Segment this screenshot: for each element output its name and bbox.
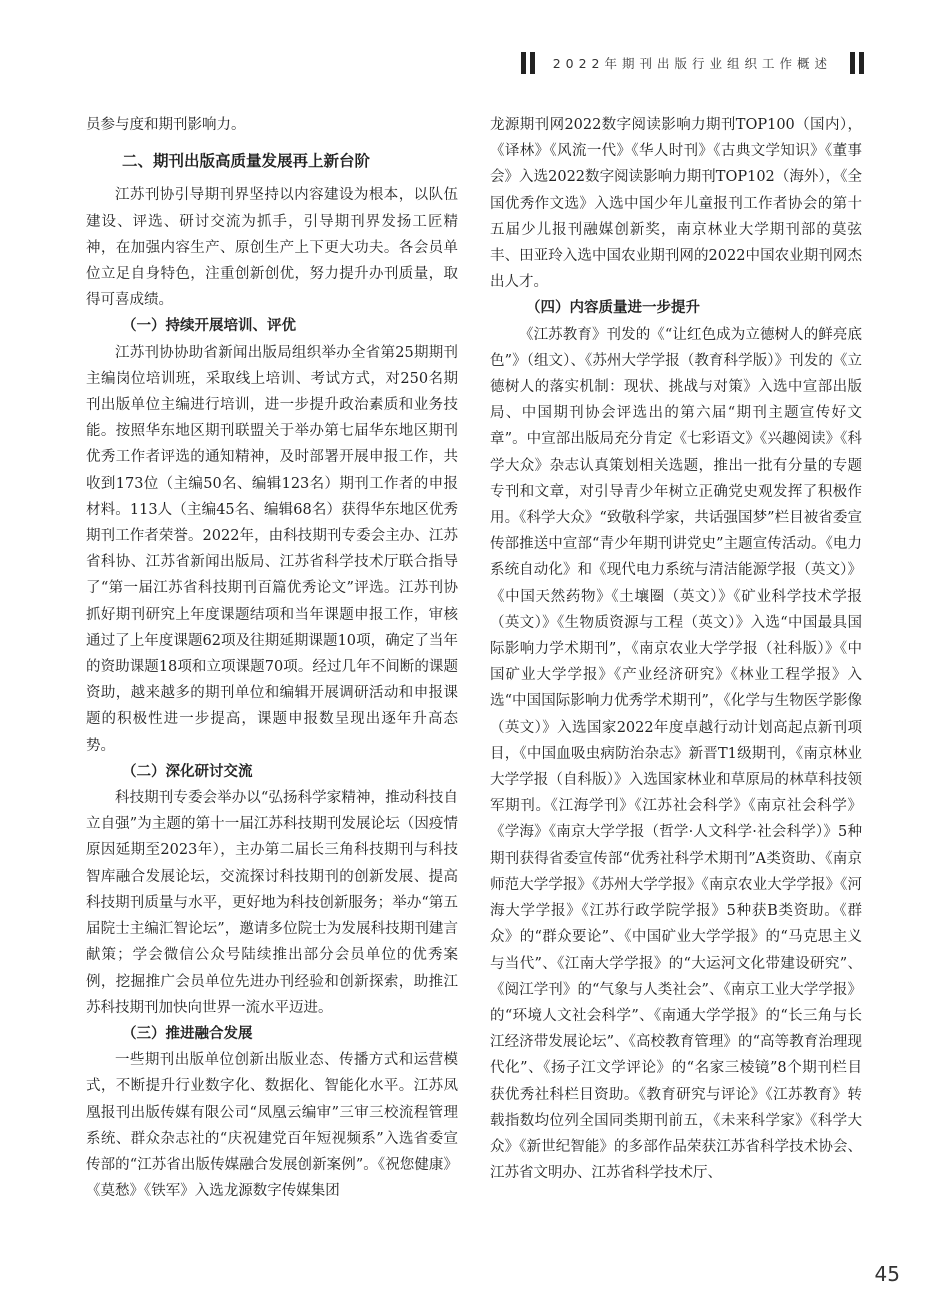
subsection-heading: （一）持续开展培训、评优 (122, 318, 296, 335)
left-column (86, 112, 458, 1204)
continued-text: 龙源期刊网2022数字阅读影响力期刊TOP100（国内），《译林》《风流一代》《华人时刊》《古典文学知识》《董事会》入选2022数字阅读影响力期刊TOP102（海外），《全国优秀作文选》入选中国少年儿童报刊工作者协会的第十五届少儿报刊融媒创新奖，南京林业大学期刊部的莫弦丰、田亚玲入选中国农业期刊网的2022中国农业期刊网杰出人才。 (490, 117, 862, 291)
page-number: 45 (874, 1262, 900, 1286)
paragraph: 江苏刊协协助省新闻出版局组织举办全省第25期期刊主编岗位培训班，采取线上培训、考试方式，对250名期刊出版单位主编进行培训，进一步提升政治素质和业务技能。按照华东地区期刊联盟关于举办第七届华东地区期刊优秀工作者评选的通知精神，及时部署开展申报工作，共收到173位（主编50名、编辑123名）期刊工作者的申报材料。113人（主编45名、编辑68名）获得华东地区优秀期刊工作者荣誉。2022年，由科技期刊专委会主办、江苏省科协、江苏省新闻出版局、江苏省科学技术厅联合指导了“第一届江苏省科技期刊百篇优秀论文”评选。江苏刊协抓好期刊研究上年度课题结项和当年课题申报工作，审核通过了上年度课题62项及往期延期课题10项，确定了当年的资助课题18项和立项课题70项。经过几年不间断的课题资助，越来越多的期刊单位和编辑开展调研活动和申报课题的积极性进一步提高，课题申报数呈现出逐年升高态势。 (86, 344, 458, 754)
subsection-heading: （二）深化研讨交流 (122, 763, 253, 780)
header-bar-right-icon (848, 52, 866, 74)
paragraph: 《江苏教育》刊发的《“让红色成为立德树人的鲜亮底色”》（组文）、《苏州大学学报（教育科学版）》刊发的《立德树人的落实机制：现状、挑战与对策》入选中宣部出版局、中国期刊协会评选出的第六届“期刊主题宣传好文章”。中宣部出版局充分肯定《七彩语文》《兴趣阅读》《科学大众》杂志认真策划相关选题，推出一批有分量的专题专刊和文章，对引导青少年树立正确党史观发挥了积极作用。《科学大众》“致敬科学家，共话强国梦”栏目被省委宣传部推送中宣部“青少年期刊讲党史”主题宣传活动。《电力系统自动化》和《现代电力系统与清洁能源学报（英文）》《中国天然药物》《土壤圈（英文）》《矿业科学技术学报（英文）》《生物质资源与工程（英文）》入选“中国最具国际影响力学术期刊”，《南京农业大学学报（社科版）》《中国矿业大学学报》《产业经济研究》《林业工程学报》入选“中国国际影响力优秀学术期刊”，《化学与生物医学影像（英文）》入选国家2022年度卓越行动计划高起点新刊项目，《中国血吸虫病防治杂志》新晋T1级期刊，《南京林业大学学报（自科版）》入选国家林业和草原局的林草科技领军期刊。《江海学刊》《江苏社会科学》《南京社会科学》《学海》《南京大学学报（哲学·人文科学·社会科学）》5种期刊获得省委宣传部“优秀社科学术期刊”A类资助、《南京师范大学学报》《苏州大学学报》《南京农业大学学报》《河海大学学报》《江苏行政学院学报》5种获B类资助。《群众》的“群众要论”、《中国矿业大学学报》的“马克思主义与当代”、《江南大学学报》的“大运河文化带建设研究”、《阅江学刊》的“气象与人类社会”、《南京工业大学学报》的“环境人文社会科学”、《南通大学学报》的“长三角与长江经济带发展论坛”、《高校教育管理》的“高等教育治理现代化”、《扬子江文学评论》的“名家三棱镜”8个期刊栏目获优秀社科栏目资助。《教育研究与评论》《江苏教育》转载指数均位列全国同类期刊前五，《未来科学家》《科学大众》《新世纪智能》的多部作品荣获江苏省科学技术协会、江苏省文明办、江苏省科学技术厅、 (490, 326, 862, 1182)
running-header (519, 52, 866, 74)
paragraph: 科技期刊专委会举办以“弘扬科学家精神，推动科技自立自强”为主题的第十一届江苏科技期刊发展论坛（因疫情原因延期至2023年），主办第二届长三角科技期刊与科技智库融合发展论坛，交流探讨科技期刊的创新发展、提高科技期刊质量与水平，更好地为科技创新服务；举办“第五届院士主编汇智论坛”，邀请多位院士为发展科技期刊建言献策；学会微信公众号陆续推出部分会员单位的优秀案例，挖掘推广会员单位先进办刊经验和创新探索，助推江苏科技期刊加快向世界一流水平迈进。 (86, 790, 458, 1016)
subsection-heading: （三）推进融合发展 (122, 1025, 253, 1042)
right-column (490, 112, 862, 1186)
section-heading: 二、期刊出版高质量发展再上新台阶 (122, 152, 371, 171)
paragraph: 江苏刊协引导期刊界坚持以内容建设为根本，以队伍建设、评选、研讨交流为抓手，引导期刊界发扬工匠精神，在加强内容生产、原创生产上下更大功夫。各会员单位立足自身特色，注重创新创优，努力提升办刊质量，取得可喜成绩。 (86, 187, 458, 309)
running-title: 2022年期刊出版行业组织工作概述 (552, 56, 832, 71)
paragraph: 一些期刊出版单位创新出版业态、传播方式和运营模式，不断提升行业数字化、数据化、智能化水平。江苏凤凰报刊出版传媒有限公司“凤凰云编审”三审三校流程管理系统、群众杂志社的“庆祝建党百年短视频系”入选省委宣传部的“江苏省出版传媒融合发展创新案例”。《祝您健康》《莫愁》《铁军》入选龙源数字传媒集团 (86, 1052, 458, 1200)
continued-text: 员参与度和期刊影响力。 (86, 117, 246, 133)
header-bar-left-icon (519, 52, 537, 74)
subsection-heading: （四）内容质量进一步提升 (526, 300, 700, 317)
